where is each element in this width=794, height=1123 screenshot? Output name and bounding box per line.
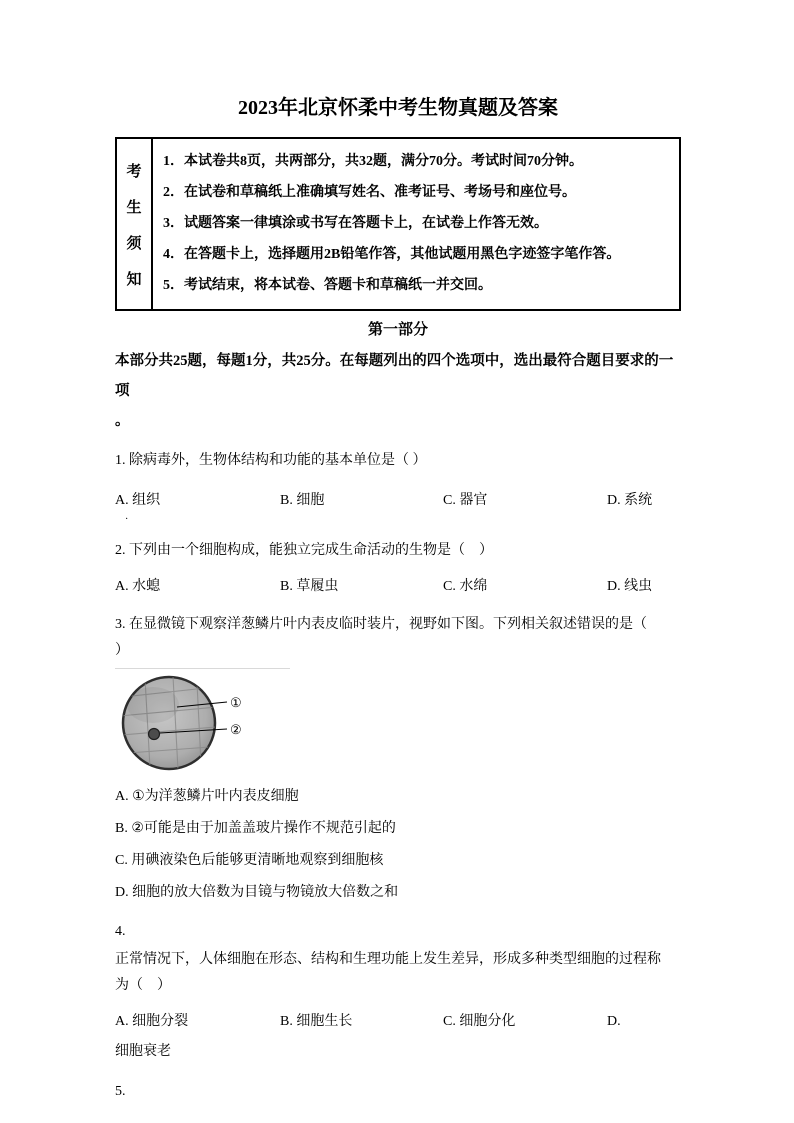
figure-edge-line bbox=[115, 668, 290, 669]
question-4-option-a: A. 细胞分裂 bbox=[115, 1014, 189, 1029]
question-3-option-b: B. ②可能是由于加盖盖玻片操作不规范引起的 bbox=[115, 821, 396, 836]
question-2-options bbox=[115, 578, 681, 596]
question-3-stem bbox=[115, 612, 681, 664]
question-4-option-d: D. bbox=[607, 1014, 621, 1029]
question-5-number: 5. bbox=[115, 1084, 126, 1099]
page-content bbox=[115, 96, 681, 1103]
question-4-stem-line1: 正常情况下，人体细胞在形态、结构和生理功能上发生差异，形成多种类型细胞的过程称 bbox=[115, 952, 661, 967]
notice-label-char-1: 考 bbox=[126, 163, 142, 180]
stray-mark: · bbox=[125, 514, 129, 525]
notice-label-char-2: 生 bbox=[126, 199, 142, 216]
question-2-option-a: A. 水螅 bbox=[115, 579, 161, 594]
question-4-stem bbox=[115, 947, 681, 999]
notice-label-char-4: 知 bbox=[126, 271, 142, 288]
question-4-option-b: B. 细胞生长 bbox=[280, 1014, 353, 1029]
question-2-option-b: B. 草履虫 bbox=[280, 579, 339, 594]
question-2-option-c: C. 水绵 bbox=[443, 579, 488, 594]
question-1-stem: 1. 除病毒外，生物体结构和功能的基本单位是（ ） bbox=[115, 453, 427, 468]
notice-item-4: 4．在答题卡上，选择题用2B铅笔作答，其他试题用黑色字迹签字笔作答。 bbox=[163, 247, 621, 262]
candidate-notice-label bbox=[117, 139, 153, 309]
shadow-region bbox=[127, 687, 179, 723]
question-3-stem-line1: 3. 在显微镜下观察洋葱鳞片叶内表皮临时装片，视野如下图。下列相关叙述错误的是（ bbox=[115, 617, 647, 632]
section-title: 第一部分 bbox=[367, 322, 428, 338]
section-intro-line1: 本部分共25题，每题1分，共25分。在每题列出的四个选项中，选出最符合题目要求的一项 bbox=[115, 353, 674, 399]
notice-item-3: 3．试题答案一律填涂或书写在答题卡上，在试卷上作答无效。 bbox=[163, 216, 548, 231]
question-1-option-c: C. 器官 bbox=[443, 493, 488, 508]
page-title: 2023年北京怀柔中考生物真题及答案 bbox=[238, 97, 558, 119]
question-3-options bbox=[115, 787, 681, 903]
question-3-option-a: A. ①为洋葱鳞片叶内表皮细胞 bbox=[115, 789, 299, 804]
question-1-option-d: D. 系统 bbox=[607, 493, 653, 508]
question-3-option-d: D. 细胞的放大倍数为目镜与物镜放大倍数之和 bbox=[115, 885, 399, 900]
question-1-options bbox=[115, 492, 681, 510]
question-4-number: 4. bbox=[115, 924, 126, 939]
field-of-view-circle bbox=[123, 677, 215, 769]
section-intro-line2: 。 bbox=[115, 413, 130, 429]
question-3-option-c: C. 用碘液染色后能够更清晰地观察到细胞核 bbox=[115, 853, 384, 868]
question-4-options bbox=[115, 1013, 681, 1031]
notice-label-char-3: 须 bbox=[126, 235, 142, 252]
candidate-notice-box bbox=[115, 137, 681, 311]
figure-label-1: ① bbox=[230, 695, 242, 710]
notice-item-5: 5．考试结束，将本试卷、答题卡和草稿纸一并交回。 bbox=[163, 278, 492, 293]
question-1-option-b: B. 细胞 bbox=[280, 493, 325, 508]
question-4-stem-line2: 为（ ） bbox=[115, 978, 171, 993]
figure-label-2: ② bbox=[230, 722, 242, 737]
question-3-stem-line2: ） bbox=[115, 643, 129, 658]
question-1-option-a: A. 组织 bbox=[115, 493, 161, 508]
notice-item-1: 1．本试卷共8页，共两部分，共32题，满分70分。考试时间70分钟。 bbox=[163, 154, 583, 169]
air-bubble bbox=[149, 729, 160, 740]
microscope-view-image bbox=[115, 671, 300, 775]
question-3-figure bbox=[115, 668, 681, 775]
question-2-stem: 2. 下列由一个细胞构成，能独立完成生命活动的生物是（ ） bbox=[115, 543, 493, 558]
section-intro bbox=[115, 346, 681, 436]
candidate-notice-items bbox=[153, 139, 679, 309]
question-4-option-c: C. 细胞分化 bbox=[443, 1014, 516, 1029]
question-4-option-d-continued: 细胞衰老 bbox=[115, 1044, 171, 1059]
notice-item-2: 2．在试卷和草稿纸上准确填写姓名、准考证号、考场号和座位号。 bbox=[163, 185, 576, 200]
question-2-option-d: D. 线虫 bbox=[607, 579, 653, 594]
